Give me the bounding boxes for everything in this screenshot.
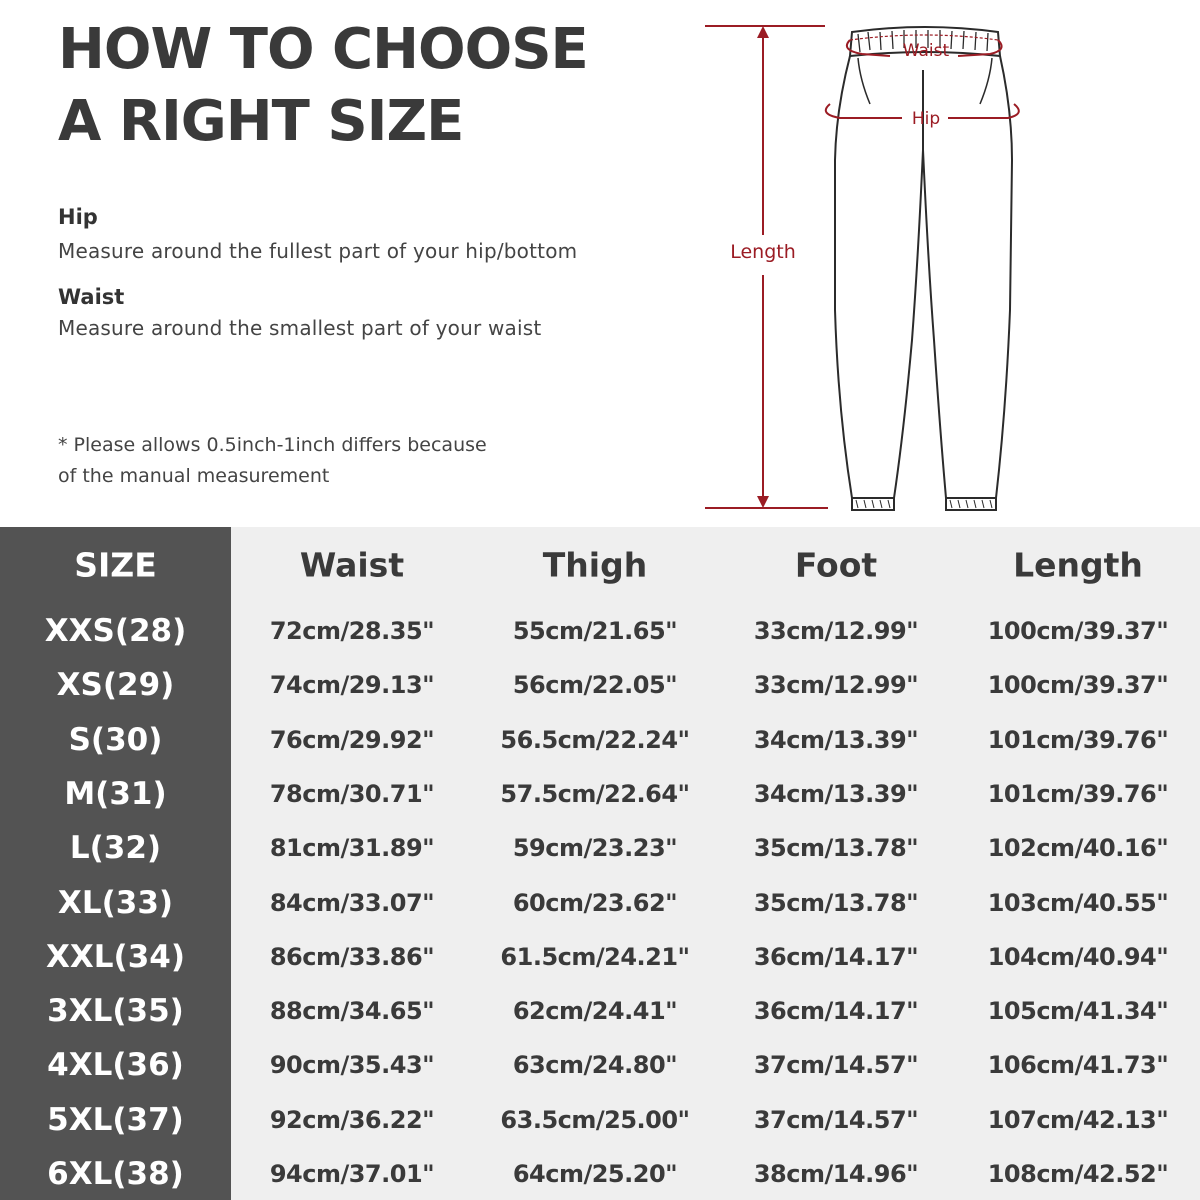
measurement-cell: 37cm/14.57"	[753, 1051, 919, 1080]
measurement-cell: 104cm/40.94"	[987, 942, 1169, 971]
measurement-cell: 38cm/14.96"	[753, 1160, 919, 1188]
measurement-cell: 102cm/40.16"	[987, 834, 1169, 863]
measurement-cell: 108cm/42.52"	[987, 1160, 1169, 1188]
measurement-cell: 36cm/14.17"	[753, 997, 919, 1026]
measurement-cell: 72cm/28.35"	[269, 617, 435, 645]
measurement-cell: 62cm/24.41"	[512, 997, 678, 1026]
size-label-cell: XXL(34)	[45, 938, 186, 975]
measurement-note	[58, 430, 487, 492]
note-line-2: of the manual measurement	[58, 465, 330, 487]
waist-term: Waist	[58, 285, 125, 309]
size-label-cell: XL(33)	[57, 884, 174, 921]
measurement-cell: 64cm/25.20"	[512, 1160, 678, 1188]
hip-description: Measure around the fullest part of your hip/bottom	[58, 239, 578, 263]
measurement-cell: 100cm/39.37"	[987, 671, 1169, 700]
hip-label: Hip	[911, 109, 941, 129]
measurement-cell: 35cm/13.78"	[753, 834, 919, 863]
title-line-1: HOW TO CHOOSE	[58, 17, 588, 82]
measurement-cell: 56cm/22.05"	[512, 671, 678, 700]
size-label-cell: L(32)	[69, 830, 162, 867]
measurement-cell: 86cm/33.86"	[269, 942, 435, 971]
measurement-cell: 60cm/23.62"	[512, 888, 678, 917]
size-label-cell: 5XL(37)	[47, 1101, 184, 1138]
measurement-cell: 34cm/13.39"	[753, 725, 919, 754]
measurement-cell: 34cm/13.39"	[753, 779, 919, 808]
measurement-cell: 57.5cm/22.64"	[500, 779, 690, 808]
measurement-cell: 56.5cm/22.24"	[500, 725, 690, 754]
measurement-cell: 94cm/37.01"	[269, 1160, 435, 1188]
note-line-1: * Please allows 0.5inch-1inch differs because	[58, 434, 487, 456]
measurement-cell: 78cm/30.71"	[269, 779, 435, 808]
measurement-guides	[705, 26, 1019, 508]
measurement-cell: 36cm/14.17"	[753, 942, 919, 971]
pants-measurement-diagram	[690, 10, 1050, 520]
column-header-thigh: Thigh	[542, 545, 648, 585]
measurement-cell: 63cm/24.80"	[512, 1051, 678, 1080]
measurement-cell: 88cm/34.65"	[269, 997, 435, 1026]
measurement-cell: 33cm/12.99"	[753, 671, 919, 700]
measurement-cell: 92cm/36.22"	[269, 1105, 435, 1134]
measurement-cell: 101cm/39.76"	[987, 725, 1169, 754]
waist-label: Waist	[902, 41, 950, 61]
measurement-cell: 107cm/42.13"	[987, 1105, 1169, 1134]
measurement-cell: 76cm/29.92"	[269, 725, 435, 754]
measurement-cell: 63.5cm/25.00"	[500, 1105, 690, 1134]
size-label-cell: S(30)	[68, 721, 163, 758]
measurement-cell: 74cm/29.13"	[269, 671, 435, 700]
measurement-cell: 59cm/23.23"	[512, 834, 678, 863]
measurement-cell: 81cm/31.89"	[269, 834, 435, 863]
measurement-cell: 105cm/41.34"	[987, 997, 1169, 1026]
length-label: Length	[730, 241, 796, 263]
measurement-cell: 90cm/35.43"	[269, 1051, 435, 1080]
size-label-cell: M(31)	[64, 775, 167, 812]
column-header-foot: Foot	[794, 545, 878, 585]
pants-outline	[835, 27, 1012, 510]
measurement-cell: 55cm/21.65"	[512, 617, 678, 645]
column-header-length: Length	[1013, 545, 1143, 585]
waist-description: Measure around the smallest part of your waist	[58, 316, 542, 340]
hip-term: Hip	[58, 205, 98, 229]
size-label-cell: XS(29)	[56, 667, 175, 704]
measurement-cell: 61.5cm/24.21"	[500, 942, 690, 971]
size-chart-table	[0, 527, 1200, 1200]
size-label-cell: XXS(28)	[44, 613, 187, 649]
size-label-cell: 3XL(35)	[47, 993, 184, 1030]
measurement-cell: 101cm/39.76"	[987, 779, 1169, 808]
size-label-cell: 4XL(36)	[47, 1047, 184, 1084]
measurement-cell: 103cm/40.55"	[987, 888, 1169, 917]
measurement-cell: 106cm/41.73"	[987, 1051, 1169, 1080]
page-title	[58, 14, 588, 158]
measurement-cell: 35cm/13.78"	[753, 888, 919, 917]
measurement-cell: 33cm/12.99"	[753, 617, 919, 645]
measurement-cell: 37cm/14.57"	[753, 1105, 919, 1134]
measurement-cell: 84cm/33.07"	[269, 888, 435, 917]
column-header-waist: Waist	[299, 545, 405, 585]
measurement-cell: 100cm/39.37"	[987, 617, 1169, 645]
column-header-size: SIZE	[74, 545, 157, 585]
title-line-2: A RIGHT SIZE	[58, 89, 464, 154]
size-label-cell: 6XL(38)	[47, 1156, 184, 1192]
